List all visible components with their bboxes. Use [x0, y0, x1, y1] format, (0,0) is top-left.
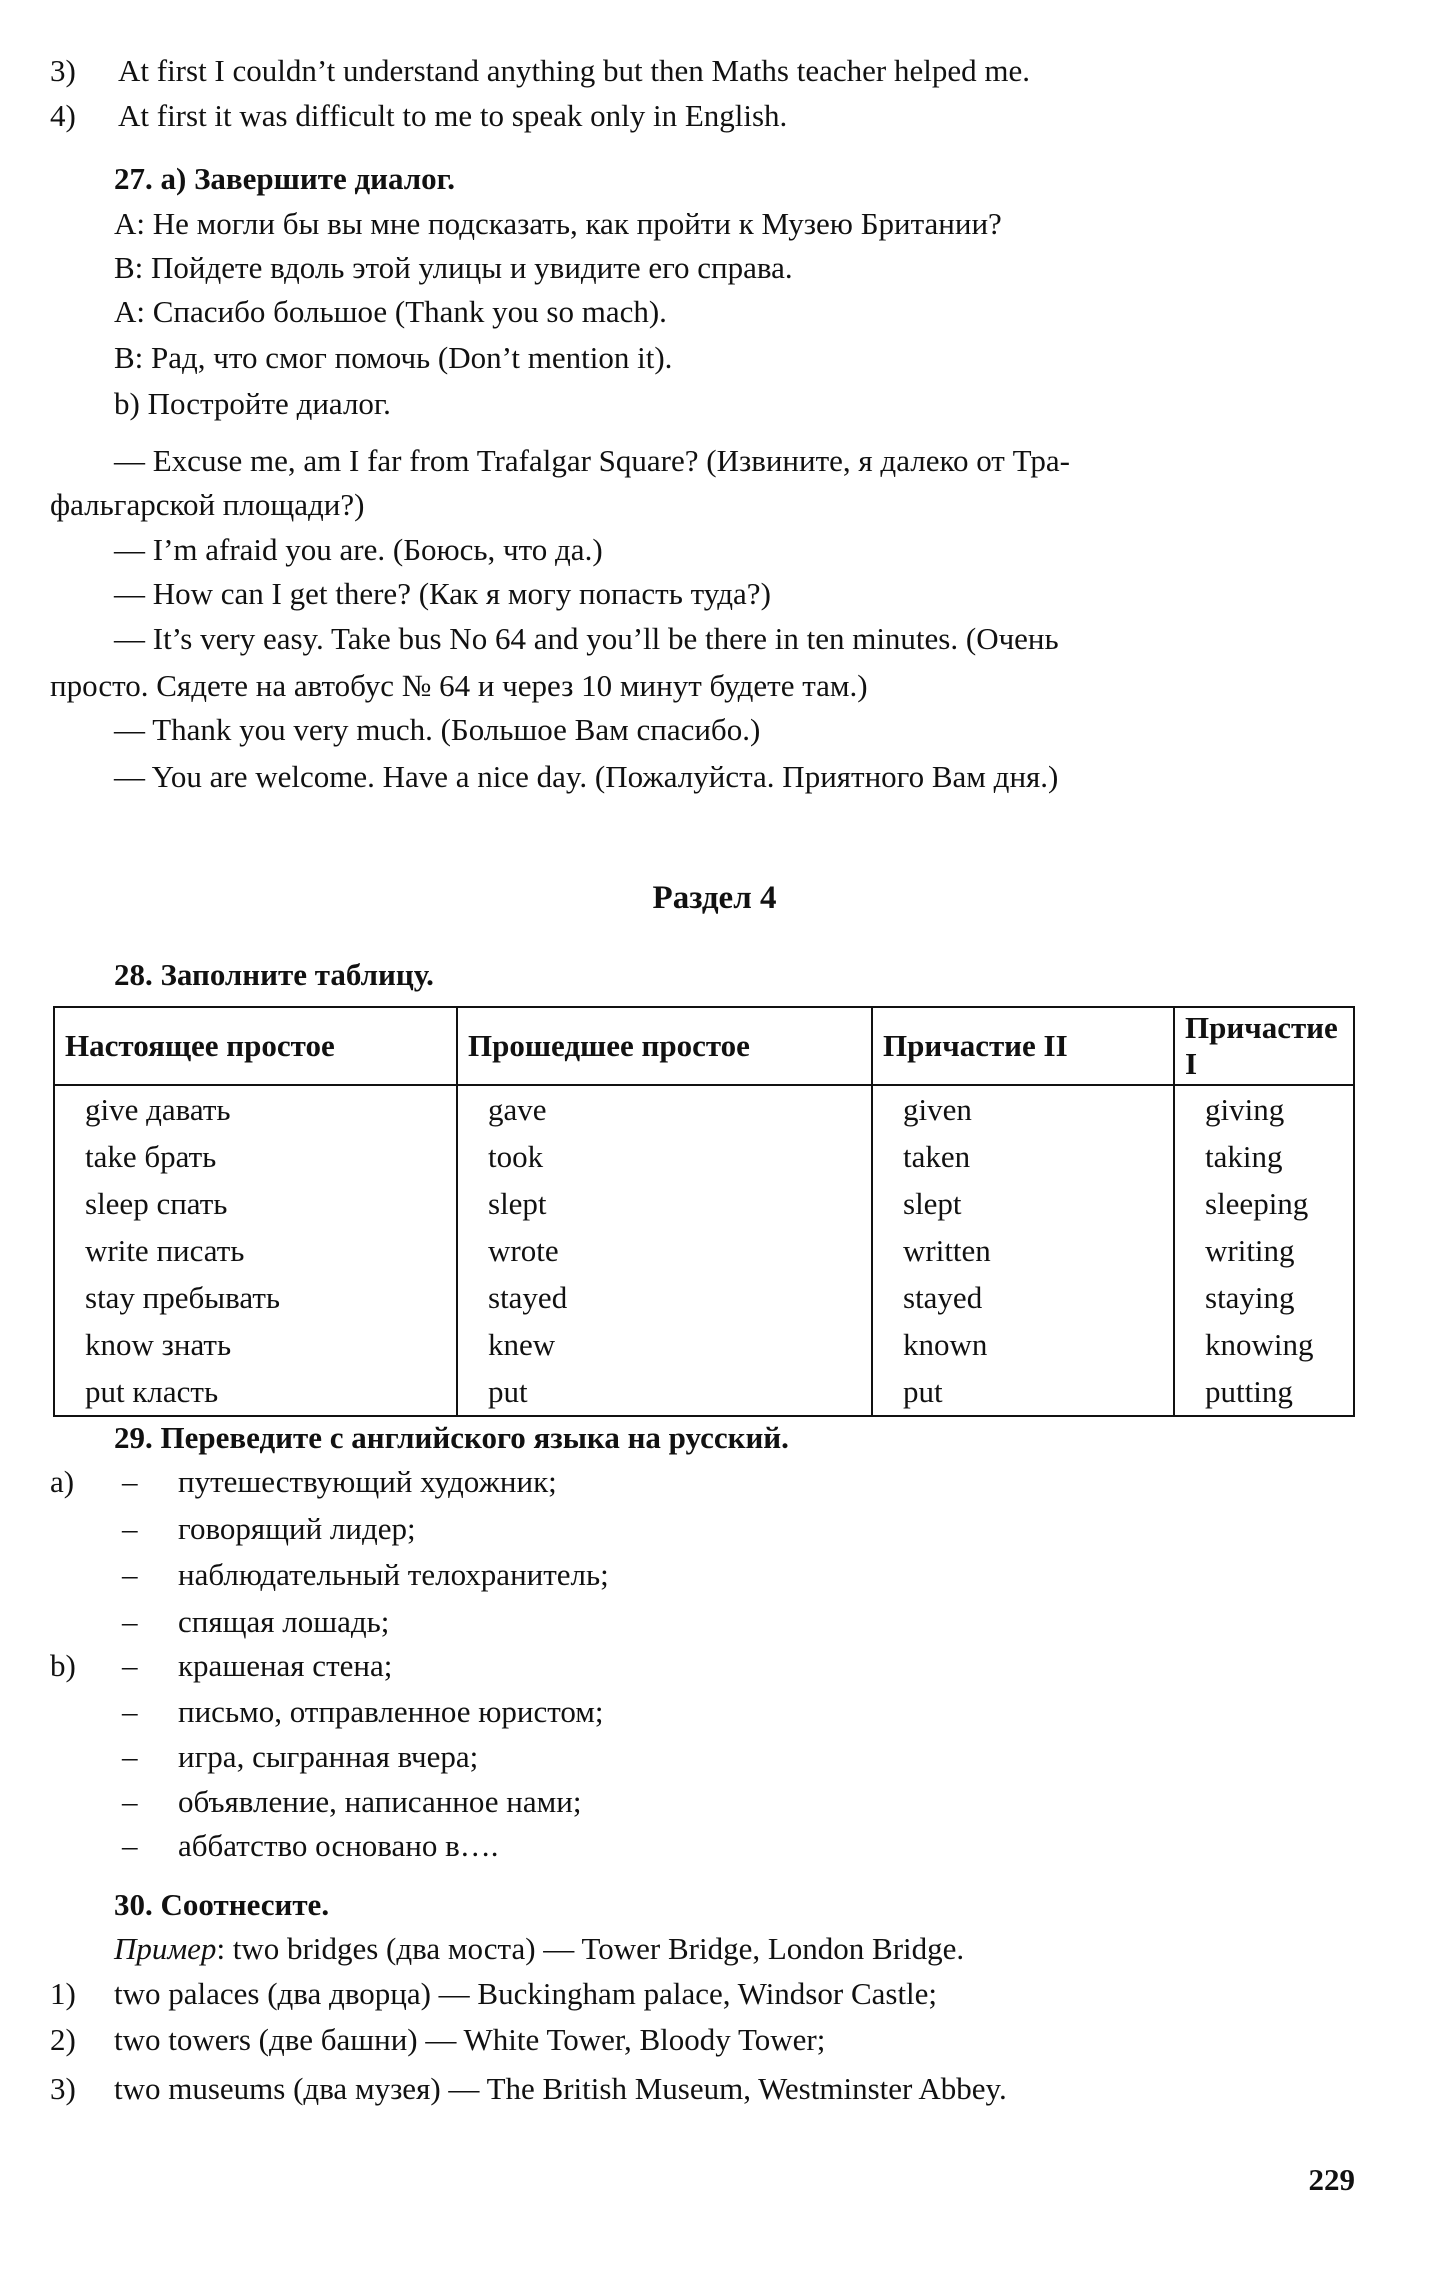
item-text: игра, сыгранная вчера;: [178, 1739, 479, 1774]
subtask-b: b) Постройте диалог.: [114, 386, 391, 421]
dialog-line: — Excuse me, am I far from Trafalgar Square? (Извините, я далеко от Тра-: [114, 443, 1070, 478]
table-cell: took: [457, 1133, 872, 1180]
dash: –: [122, 1739, 138, 1774]
table-cell: giving: [1174, 1085, 1354, 1133]
item-text: объявление, написанное нами;: [178, 1784, 582, 1819]
table-cell: writing: [1174, 1227, 1354, 1274]
dash: –: [122, 1828, 138, 1863]
dialog-line: — Thank you very much. (Большое Вам спасибо.): [114, 712, 761, 747]
item-text: аббатство основано в….: [178, 1828, 499, 1863]
table-cell: written: [872, 1227, 1174, 1274]
column-header: Причастие I: [1174, 1007, 1354, 1085]
dash: –: [122, 1784, 138, 1819]
table-cell: given: [872, 1085, 1174, 1133]
item-text: At first I couldn’t understand anything but then Maths teacher helped me.: [118, 53, 1030, 88]
dash: –: [122, 1557, 138, 1592]
table-cell: staying: [1174, 1274, 1354, 1321]
dialog-line: — I’m afraid you are. (Боюсь, что да.): [114, 532, 603, 567]
table-cell: slept: [872, 1180, 1174, 1227]
dash: –: [122, 1648, 138, 1683]
dash: –: [122, 1464, 138, 1499]
dialog-line: — How can I get there? (Как я могу попасть туда?): [114, 576, 771, 611]
dialog-line: — It’s very easy. Take bus No 64 and you’ll be there in ten minutes. (Очень: [114, 621, 1059, 656]
table-cell: put: [872, 1368, 1174, 1416]
table-cell: slept: [457, 1180, 872, 1227]
table-cell: wrote: [457, 1227, 872, 1274]
item-number: 4): [50, 98, 76, 133]
column-header: Причастие II: [872, 1007, 1174, 1085]
table-cell: stayed: [872, 1274, 1174, 1321]
dialog-line: B: Рад, что смог помочь (Don’t mention it).: [114, 340, 673, 375]
table-cell: write писать: [54, 1227, 457, 1274]
table-row: [54, 1321, 1354, 1368]
dialog-line: — You are welcome. Have a nice day. (Пожалуйста. Приятного Вам дня.): [114, 759, 1059, 794]
table-cell: knew: [457, 1321, 872, 1368]
section-title: Раздел 4: [652, 880, 777, 916]
dialog-line: просто. Сядете на автобус № 64 и через 10 минут будете там.): [50, 668, 868, 703]
table-cell: putting: [1174, 1368, 1354, 1416]
item-text: путешествующий художник;: [178, 1464, 557, 1499]
item-text: two palaces (два дворца) — Buckingham palace, Windsor Castle;: [114, 1976, 938, 2011]
item-number: 3): [50, 53, 76, 88]
table-cell: taking: [1174, 1133, 1354, 1180]
dialog-line: B: Пойдете вдоль этой улицы и увидите его справа.: [114, 250, 793, 285]
table-cell: stay пребывать: [54, 1274, 457, 1321]
item-text: крашеная стена;: [178, 1648, 393, 1683]
dash: –: [122, 1604, 138, 1639]
item-text: говорящий лидер;: [178, 1511, 416, 1546]
table-row: [54, 1180, 1354, 1227]
dash: –: [122, 1694, 138, 1729]
item-text: two towers (две башни) — White Tower, Bloody Tower;: [114, 2022, 826, 2057]
table-cell: gave: [457, 1085, 872, 1133]
example-text: : two bridges (два моста) — Tower Bridge, London Bridge.: [216, 1931, 965, 1966]
table-row: [54, 1368, 1354, 1416]
exercise-28-heading: 28. Заполните таблицу.: [114, 957, 434, 992]
exercise-27-heading: 27. а) Завершите диалог.: [114, 161, 455, 196]
item-number: 1): [50, 1976, 76, 2011]
example-line: [114, 1931, 964, 1967]
exercise-30-heading: 30. Соотнесите.: [114, 1887, 330, 1922]
table-cell: stayed: [457, 1274, 872, 1321]
table-row: [54, 1133, 1354, 1180]
item-text: письмо, отправленное юристом;: [178, 1694, 604, 1729]
dialog-line: фальгарской площади?): [50, 487, 365, 522]
example-label: Пример: [114, 1931, 217, 1966]
table-cell: take брать: [54, 1133, 457, 1180]
table-row: [54, 1274, 1354, 1321]
dash: –: [122, 1511, 138, 1546]
group-label: а): [50, 1464, 75, 1499]
item-text: At first it was difficult to me to speak only in English.: [118, 98, 788, 133]
table-cell: known: [872, 1321, 1174, 1368]
verb-forms-table: [53, 1006, 1355, 1417]
item-text: спящая лошадь;: [178, 1604, 390, 1639]
table-cell: sleeping: [1174, 1180, 1354, 1227]
table-cell: know знать: [54, 1321, 457, 1368]
table-row: [54, 1227, 1354, 1274]
exercise-29-heading: 29. Переведите с английского языка на русский.: [114, 1420, 789, 1455]
item-number: 3): [50, 2071, 76, 2106]
item-number: 2): [50, 2022, 76, 2057]
dialog-line: A: Не могли бы вы мне подсказать, как пройти к Музею Британии?: [114, 206, 1002, 241]
table-cell: put: [457, 1368, 872, 1416]
table-cell: taken: [872, 1133, 1174, 1180]
table-cell: put класть: [54, 1368, 457, 1416]
dialog-line: A: Спасибо большое (Thank you so mach).: [114, 294, 667, 329]
column-header: Настоящее простое: [54, 1007, 457, 1085]
item-text: two museums (два музея) — The British Museum, Westminster Abbey.: [114, 2071, 1007, 2106]
column-header: Прошедшее простое: [457, 1007, 872, 1085]
table-header-row: [54, 1007, 1354, 1085]
item-text: наблюдательный телохранитель;: [178, 1557, 609, 1592]
table-cell: knowing: [1174, 1321, 1354, 1368]
page-number: 229: [1308, 2162, 1355, 2197]
table-cell: sleep спать: [54, 1180, 457, 1227]
table-cell: give давать: [54, 1085, 457, 1133]
table-row: [54, 1085, 1354, 1133]
group-label: b): [50, 1648, 76, 1683]
